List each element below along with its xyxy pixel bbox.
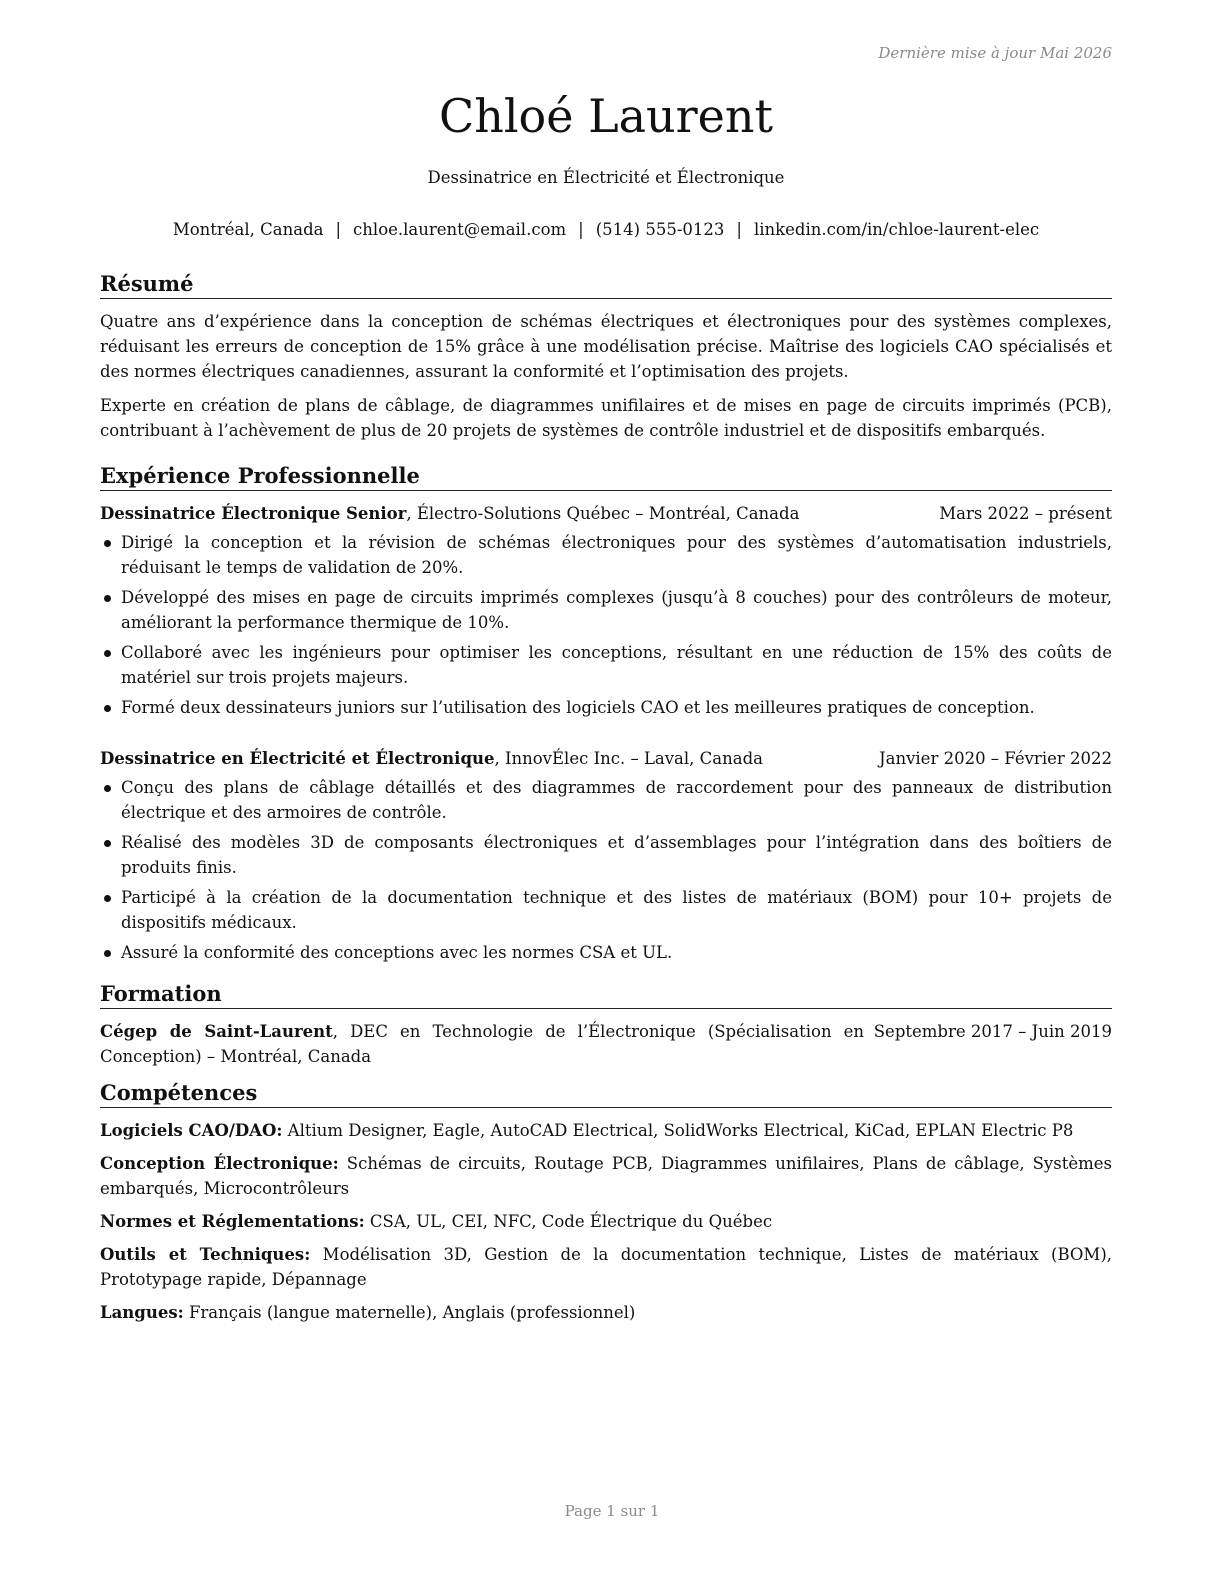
job-bullets <box>100 775 1112 965</box>
resume-content <box>100 270 1112 1333</box>
summary-paragraph: Experte en création de plans de câblage, de diagrammes unifilaires et de mises en page de circuits imprimés (PCB), contribuant à l’achèvement de plus de 20 projets de systèmes de contrôle industriel et de dispositifs embarqués. <box>100 396 1112 440</box>
list-item: Réalisé des modèles 3D de composants électroniques et d’assemblages pour l’intégration dans des boîtiers de produits finis. <box>100 830 1112 880</box>
contact-separator: | <box>335 220 342 239</box>
contact-phone: (514) 555-0123 <box>595 220 725 239</box>
skill-value: Français (langue maternelle), Anglais (professionnel) <box>183 1303 636 1322</box>
list-item: Collaboré avec les ingénieurs pour optimiser les conceptions, résultant en une réduction de 15% des coûts de matériel sur trois projets majeurs. <box>100 640 1112 690</box>
contact-email[interactable]: chloe.laurent@email.com <box>353 220 567 239</box>
candidate-title: Dessinatrice en Électricité et Électronique <box>427 168 785 187</box>
skill-value: Schémas de circuits, Routage PCB, Diagrammes unifilaires, Plans de câblage, Systèmes embarqués, Microcontrôleurs <box>100 1154 1112 1198</box>
skill-label: Langues: <box>100 1303 184 1322</box>
list-item: Dirigé la conception et la révision de schémas électroniques pour des systèmes d’automatisation industriels, réduisant le temps de validation de 20%. <box>100 530 1112 580</box>
list-item: Formé deux dessinateurs juniors sur l’utilisation des logiciels CAO et les meilleures pratiques de conception. <box>100 695 1112 720</box>
education-line <box>100 1019 872 1069</box>
job-company: , Électro-Solutions Québec – Montréal, Canada <box>406 504 800 523</box>
contact-location: Montréal, Canada <box>172 220 324 239</box>
skill-value: CSA, UL, CEI, NFC, Code Électrique du Québec <box>364 1212 773 1231</box>
skill-row <box>100 1151 1112 1201</box>
list-item: Développé des mises en page de circuits imprimés complexes (jusqu’à 8 couches) pour des contrôleurs de moteur, améliorant la performance thermique de 10%. <box>100 585 1112 635</box>
skill-label: Logiciels CAO/DAO: <box>100 1121 283 1140</box>
job-bullets <box>100 530 1112 720</box>
last-update-note: Dernière mise à jour Mai 2026 <box>878 44 1112 62</box>
list-item: Assuré la conformité des conceptions avec les normes CSA et UL. <box>100 940 1112 965</box>
skill-row <box>100 1118 1112 1143</box>
page-number: Page 1 sur 1 <box>564 1502 660 1520</box>
skill-row <box>100 1209 1112 1234</box>
education-school: Cégep de Saint-Laurent <box>100 1022 333 1041</box>
skill-label: Normes et Réglementations: <box>100 1212 365 1231</box>
job-header <box>100 746 1112 771</box>
list-item: Conçu des plans de câblage détaillés et des diagrammes de raccordement pour des panneaux de distribution électrique et des armoires de contrôle. <box>100 775 1112 825</box>
section-heading-summary: Résumé <box>100 270 1112 299</box>
skill-value: Modélisation 3D, Gestion de la documentation technique, Listes de matériaux (BOM), Prototypage rapide, Dépannage <box>100 1245 1112 1289</box>
skill-row <box>100 1300 1112 1325</box>
contact-line <box>100 220 1112 239</box>
job-dates: Mars 2022 – présent <box>939 504 1112 523</box>
job-title: Dessinatrice en Électricité et Électronique <box>100 749 495 768</box>
job-title-line <box>100 501 939 526</box>
job-header <box>100 501 1112 526</box>
job-dates: Janvier 2020 – Février 2022 <box>879 749 1112 768</box>
contact-linkedin[interactable]: linkedin.com/in/chloe-laurent-elec <box>753 220 1040 239</box>
skill-label: Outils et Techniques: <box>100 1245 311 1264</box>
job-title-line <box>100 746 872 771</box>
skill-value: Altium Designer, Eagle, AutoCAD Electrical, SolidWorks Electrical, KiCad, EPLAN Electric P8 <box>282 1121 1074 1140</box>
education-entry <box>100 1019 1112 1069</box>
contact-separator: | <box>578 220 584 239</box>
job-company: , InnovÉlec Inc. – Laval, Canada <box>494 749 763 768</box>
section-heading-experience: Expérience Professionnelle <box>100 462 1112 491</box>
job-title: Dessinatrice Électronique Senior <box>100 504 407 523</box>
candidate-name: Chloé Laurent <box>439 89 773 143</box>
section-heading-skills: Compétences <box>100 1079 1112 1108</box>
education-degree: , DEC en Technologie de l’Électronique (Spécialisation en Conception) – Montréal, Canada <box>100 1022 865 1066</box>
skill-label: Conception Électronique: <box>100 1154 339 1173</box>
list-item: Participé à la création de la documentation technique et des listes de matériaux (BOM) pour 10+ projets de dispositifs médicaux. <box>100 885 1112 935</box>
section-heading-education: Formation <box>100 980 1112 1009</box>
contact-separator: | <box>736 220 742 239</box>
summary-paragraph: Quatre ans d’expérience dans la conception de schémas électriques et électroniques pour des systèmes complexes, réduisant les erreurs de conception de 15% grâce à une modélisation précise. Maîtrise des logiciels CAO spécialisés et des normes électriques canadiennes, assurant la conformité et l’optimisation des projets. <box>100 312 1112 381</box>
education-dates: Septembre 2017 – Juin 2019 <box>873 1022 1112 1041</box>
skill-row <box>100 1242 1112 1292</box>
